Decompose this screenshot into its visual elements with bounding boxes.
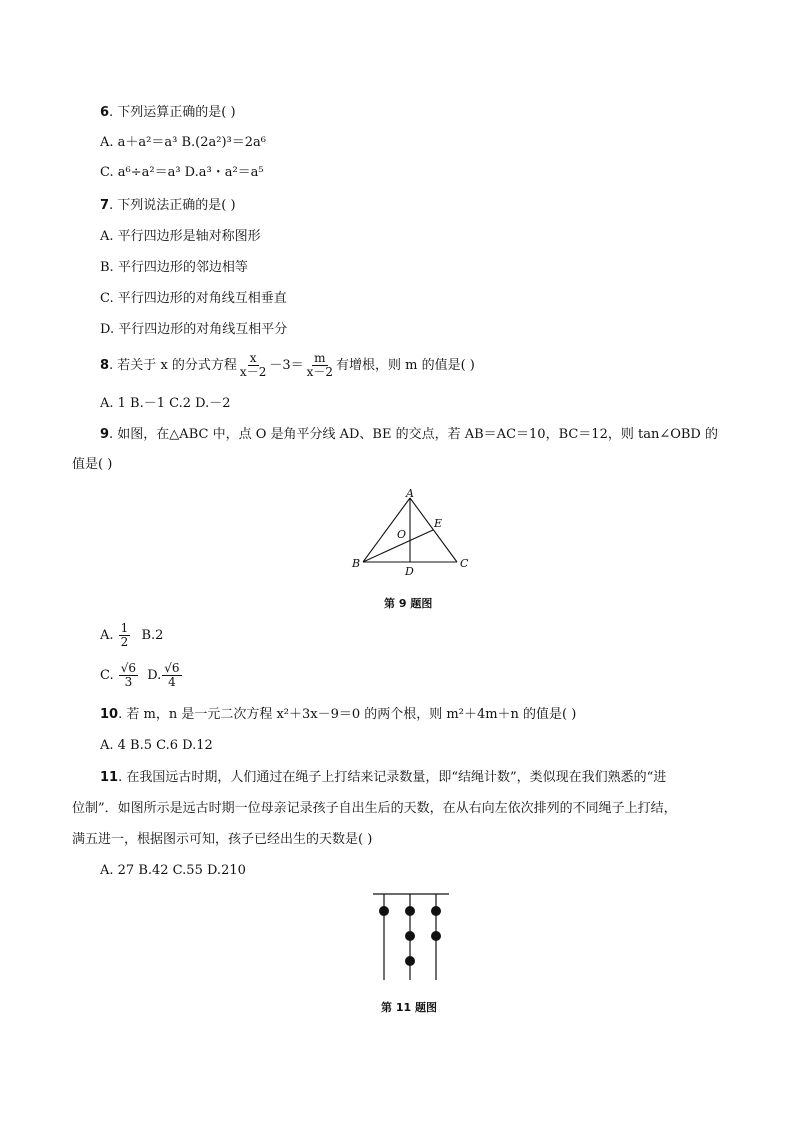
q6-stem: [100, 104, 236, 122]
label-d: D: [405, 565, 414, 578]
q7-number: 7: [100, 198, 110, 213]
rope-knot: [431, 931, 441, 941]
q8-fraction-1: [238, 352, 268, 379]
q6-number: 6: [100, 105, 110, 120]
q10-options: A. 4 B.5 C.6 D.12: [100, 738, 213, 753]
q10-text: . 若 m，n 是一元二次方程 x²＋3x－9＝0 的两个根，则 m²＋4m＋n 的值是( ): [118, 707, 577, 722]
q11-text-line-2: 位制”．如图所示是远古时期一位母亲记录孩子自出生后的天数，在从右向左依次排列的不同绳子上打结，: [72, 801, 677, 816]
rope-knot: [405, 931, 415, 941]
q6-options-cd: C. a⁶÷a²＝a³ D.a³・a²＝a⁵: [100, 165, 264, 180]
label-b: B: [352, 557, 361, 570]
q9-options-cd: [100, 660, 183, 692]
q9-option-a-label: A.: [100, 628, 114, 643]
q11-text-line-1: . 在我国远古时期，人们通过在绳子上打结来记录数量，即“结绳计数”，类似现在我们熟悉的“进: [118, 770, 667, 785]
q7-stem: [100, 197, 236, 215]
rope-knot: [405, 956, 415, 966]
label-c: C: [460, 557, 469, 570]
q7-option-d: D. 平行四边形的对角线互相平分: [100, 322, 288, 337]
q8-text-pre: . 若关于 x 的分式方程: [109, 358, 237, 373]
q9-figure-caption: 第 9 题图: [384, 597, 433, 610]
q9-option-a-fraction: [119, 622, 131, 649]
q9-option-d-denominator: 4: [168, 675, 176, 689]
rope-knot: [379, 906, 389, 916]
q8-text-post: 有增根，则 m 的值是( ): [336, 358, 475, 373]
q7-option-c: C. 平行四边形的对角线互相垂直: [100, 291, 287, 306]
q9-option-c-denominator: 3: [124, 675, 133, 689]
q9-option-b: B.2: [141, 628, 164, 643]
q9-option-d-numerator: √6: [164, 661, 180, 675]
rope-knot: [431, 906, 441, 916]
q11-number: 11: [100, 770, 119, 785]
label-a: A: [406, 487, 414, 500]
q9-option-c-label: C.: [100, 668, 114, 683]
q8-fraction-2-denominator: x－2: [306, 365, 334, 379]
q9-number: 9: [100, 427, 110, 442]
q9-option-a-numerator: 1: [120, 621, 129, 635]
q9-stem: [100, 426, 718, 444]
q7-option-a: A. 平行四边形是轴对称图形: [100, 229, 261, 244]
q9-option-c-fraction: [119, 662, 138, 689]
label-o: O: [397, 528, 407, 541]
q9-options-ab: [100, 620, 163, 652]
q9-triangle-figure: [350, 486, 480, 578]
segment-ac: [410, 498, 457, 562]
q8-number: 8: [100, 358, 110, 373]
q9-option-c-numerator: √6: [120, 661, 137, 675]
q11-options: A. 27 B.42 C.55 D.210: [100, 863, 246, 878]
label-e: E: [434, 517, 443, 530]
q9-option-a-denominator: 2: [120, 635, 129, 649]
q8-options: A. 1 B.－1 C.2 D.－2: [100, 396, 231, 411]
q6-text: . 下列运算正确的是( ): [109, 105, 236, 120]
q9-text: . 如图，在△ABC 中，点 O 是角平分线 AD、BE 的交点，若 AB＝AC＝10，BC＝12，则 tan∠OBD 的: [109, 427, 718, 442]
q9-stem-continued: 值是( ): [72, 457, 113, 472]
q9-option-d-label: D.: [147, 668, 162, 683]
q10-stem: [100, 706, 576, 724]
q7-option-b: B. 平行四边形的邻边相等: [100, 260, 248, 275]
q11-text-line-3: 满五进一，根据图示可知，孩子已经出生的天数是( ): [72, 832, 373, 847]
q10-number: 10: [100, 707, 119, 722]
q9-option-d-fraction: [162, 662, 181, 689]
q8-text-mid: －3＝: [269, 358, 304, 373]
q8-stem: [100, 350, 475, 382]
q11-figure-caption: 第 11 题图: [381, 1001, 437, 1014]
q8-fraction-2-numerator: m: [314, 351, 326, 365]
q7-text: . 下列说法正确的是( ): [109, 198, 236, 213]
q11-stem: [100, 769, 666, 787]
rope-knot: [405, 906, 415, 916]
q8-fraction-1-numerator: x: [249, 351, 257, 365]
q8-fraction-1-denominator: x－2: [239, 365, 267, 379]
q8-fraction-2: [305, 352, 335, 379]
q6-options-ab: A. a＋a²＝a³ B.(2a²)³＝2a⁶: [100, 135, 266, 150]
q11-knot-rope-figure: [372, 890, 452, 982]
